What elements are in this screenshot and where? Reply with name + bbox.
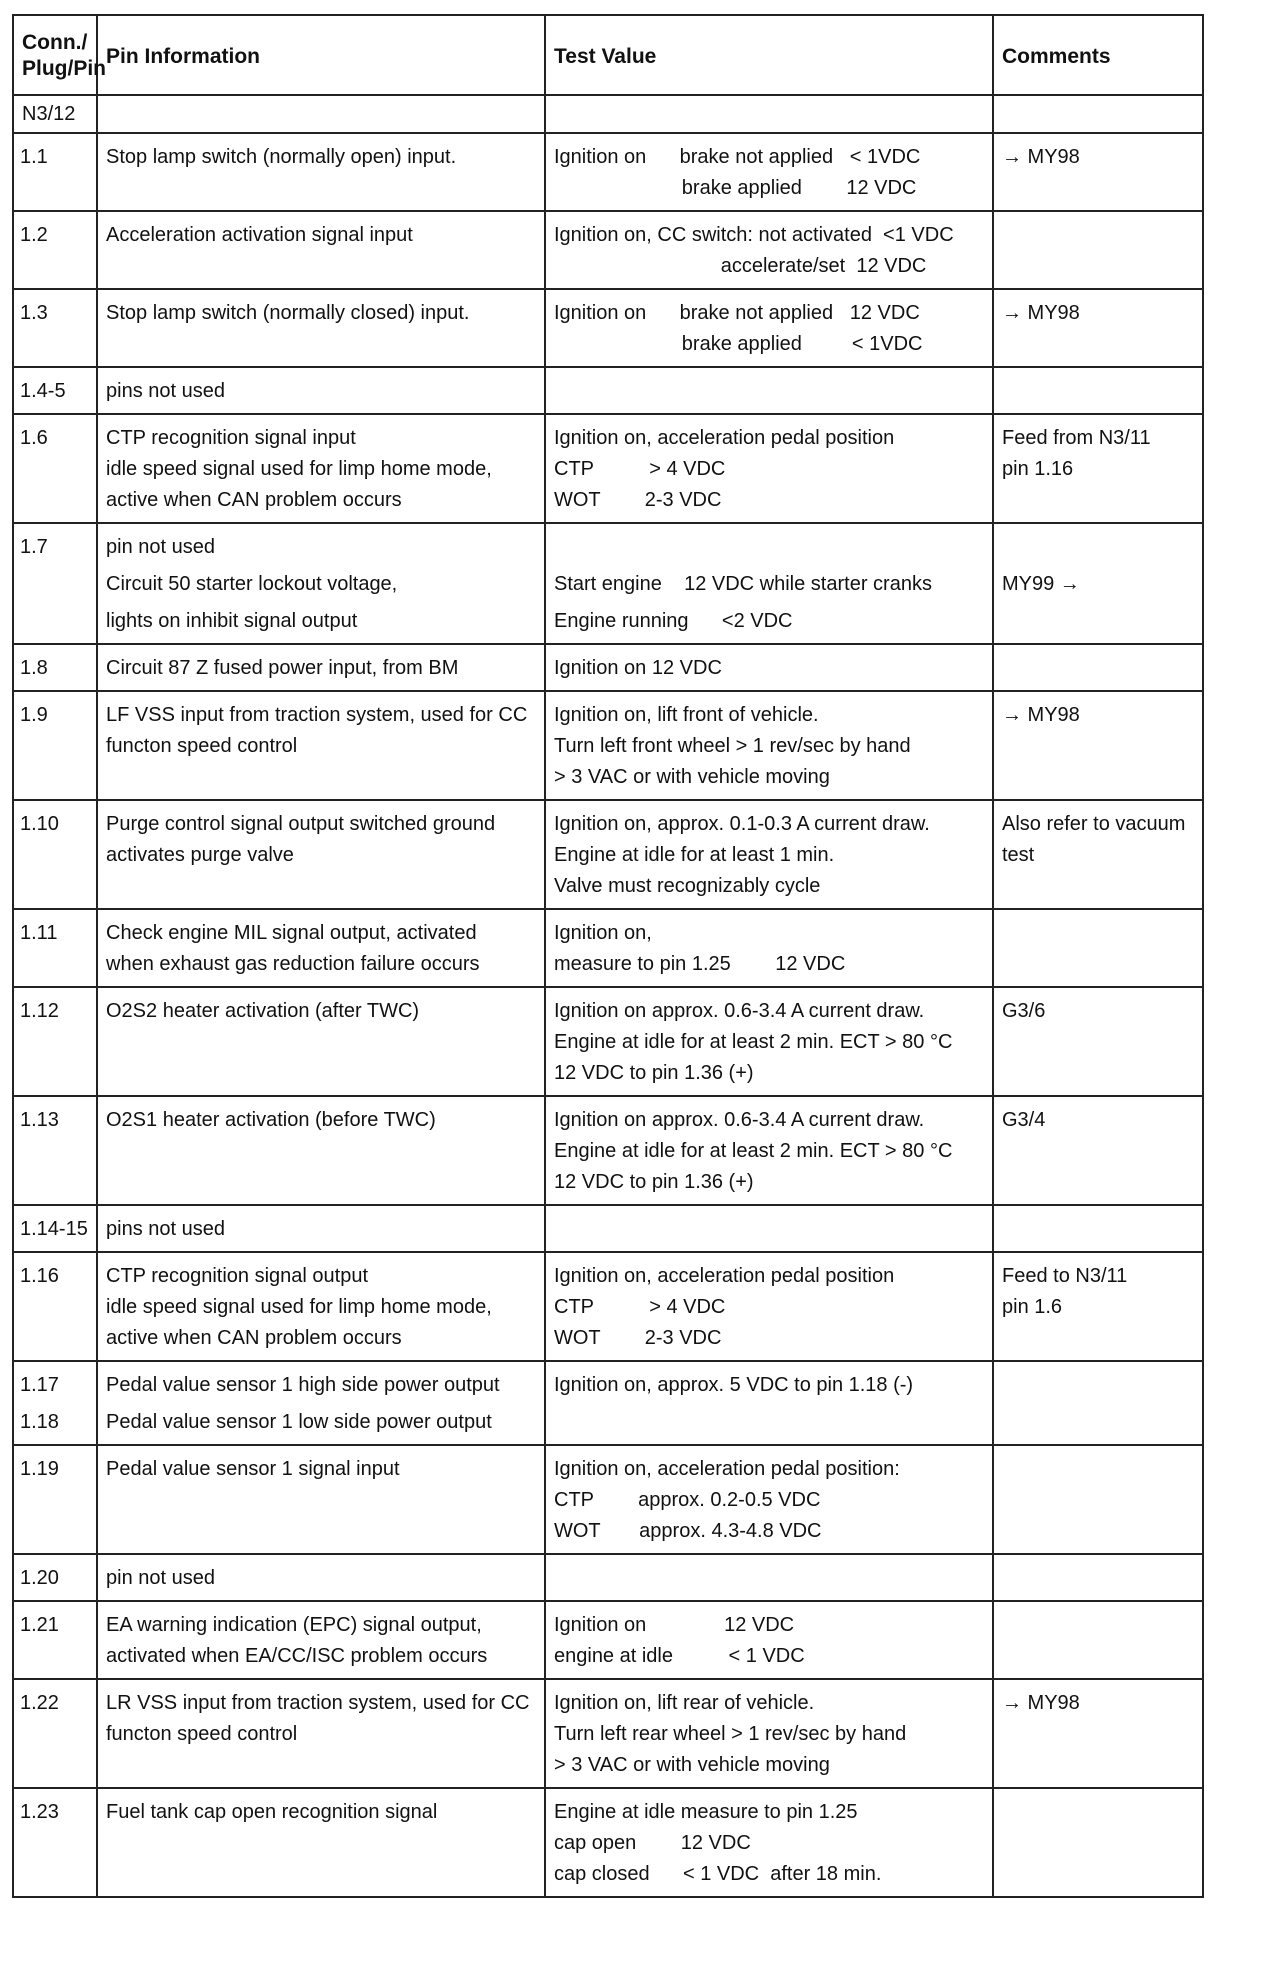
pin-number	[13, 1601, 97, 1679]
comment-line: pin 1.6	[1002, 1296, 1063, 1318]
pin-information	[97, 691, 545, 800]
test-value	[545, 367, 993, 414]
pin-number	[13, 1554, 97, 1601]
info-line: O2S2 heater activation (after TWC)	[106, 1000, 420, 1022]
table-row	[13, 644, 1203, 691]
info-line: Pedal value sensor 1 low side power output	[106, 1411, 492, 1433]
pin-number	[13, 289, 97, 367]
test-value	[545, 1445, 993, 1554]
test-value	[545, 1205, 993, 1252]
table-row	[13, 289, 1203, 367]
pin-information	[97, 211, 545, 289]
pin-information	[97, 644, 545, 691]
test-value	[545, 1252, 993, 1361]
comments	[993, 1361, 1203, 1445]
info-line: active when CAN problem occurs	[106, 1327, 402, 1349]
test-line: Ignition on, acceleration pedal position	[554, 427, 895, 449]
pin-information	[97, 987, 545, 1096]
pin-label: 1.22	[20, 1692, 59, 1714]
table-row	[13, 1554, 1203, 1601]
test-line: WOT approx. 4.3-4.8 VDC	[554, 1520, 822, 1542]
table-row	[13, 800, 1203, 909]
header-row	[13, 15, 1203, 95]
comment-line: Feed from N3/11	[1002, 427, 1151, 449]
pin-label: 1.1	[20, 146, 48, 168]
comments	[993, 289, 1203, 367]
test-line: Ignition on, lift rear of vehicle.	[554, 1692, 815, 1714]
table-row	[13, 414, 1203, 523]
test-line: Ignition on,	[554, 922, 652, 944]
info-line: idle speed signal used for limp home mode,	[106, 458, 492, 480]
table-row	[13, 1361, 1203, 1445]
table-row	[13, 1252, 1203, 1361]
pin-information	[97, 1601, 545, 1679]
header-conn: Conn./ Plug/Pin	[13, 15, 97, 95]
pin-number	[13, 211, 97, 289]
pin-label: 1.18	[20, 1411, 59, 1433]
test-line: Engine at idle measure to pin 1.25	[554, 1801, 858, 1823]
pin-information	[97, 1361, 545, 1445]
pin-information	[97, 800, 545, 909]
header-test-value: Test Value	[545, 15, 993, 95]
pin-information	[97, 1554, 545, 1601]
info-line: Purge control signal output switched ground	[106, 813, 496, 835]
test-line: 12 VDC to pin 1.36 (+)	[554, 1062, 754, 1084]
comments	[993, 1679, 1203, 1788]
comments	[993, 523, 1203, 644]
comment-line: MY99 →	[1002, 573, 1080, 595]
test-line: Turn left rear wheel > 1 rev/sec by hand	[554, 1723, 907, 1745]
pin-number	[13, 1205, 97, 1252]
info-line: pins not used	[106, 380, 225, 402]
comment-line: → MY98	[1002, 1692, 1080, 1714]
test-value	[545, 1679, 993, 1788]
test-line: WOT 2-3 VDC	[554, 489, 722, 511]
table-row	[13, 987, 1203, 1096]
comments	[993, 800, 1203, 909]
pin-label: 1.4-5	[20, 380, 66, 402]
comments	[993, 1205, 1203, 1252]
pin-label: 1.3	[20, 302, 48, 324]
info-line: CTP recognition signal output	[106, 1265, 369, 1287]
pin-label: 1.14-15	[20, 1218, 88, 1240]
test-line: Ignition on 12 VDC	[554, 657, 722, 679]
test-value	[545, 133, 993, 211]
pin-information	[97, 909, 545, 987]
pin-number	[13, 133, 97, 211]
pin-table	[12, 14, 1204, 1898]
test-value	[545, 800, 993, 909]
comment-line: → MY98	[1002, 302, 1080, 324]
test-line: brake applied 12 VDC	[554, 177, 917, 199]
test-value	[545, 691, 993, 800]
test-value	[545, 909, 993, 987]
pin-number	[13, 414, 97, 523]
table-row	[13, 1679, 1203, 1788]
header-pin-information: Pin Information	[97, 15, 545, 95]
info-line: Fuel tank cap open recognition signal	[106, 1801, 438, 1823]
info-line: Pedal value sensor 1 high side power output	[106, 1374, 500, 1396]
table-row	[13, 1445, 1203, 1554]
info-line: Acceleration activation signal input	[106, 224, 413, 246]
comment-line: Also refer to vacuum	[1002, 813, 1186, 835]
pin-number	[13, 909, 97, 987]
pin-label: 1.23	[20, 1801, 59, 1823]
test-line: Valve must recognizably cycle	[554, 875, 821, 897]
info-line: pin not used	[106, 1567, 215, 1589]
test-line: measure to pin 1.25 12 VDC	[554, 953, 846, 975]
comments	[993, 1788, 1203, 1897]
comments	[993, 691, 1203, 800]
comment-line: → MY98	[1002, 704, 1080, 726]
test-line: > 3 VAC or with vehicle moving	[554, 766, 830, 788]
info-line: idle speed signal used for limp home mode,	[106, 1296, 492, 1318]
table-row	[13, 691, 1203, 800]
pin-label: 1.9	[20, 704, 48, 726]
comment-line: G3/4	[1002, 1109, 1046, 1131]
info-line: Circuit 87 Z fused power input, from BM	[106, 657, 459, 679]
table-row	[13, 523, 1203, 644]
test-value	[545, 1361, 993, 1445]
pin-information	[97, 1445, 545, 1554]
test-line: Engine at idle for at least 2 min. ECT > 80 °C	[554, 1031, 953, 1053]
test-line: Engine running <2 VDC	[554, 610, 793, 632]
comment-line: Feed to N3/11	[1002, 1265, 1128, 1287]
info-line: Pedal value sensor 1 signal input	[106, 1458, 400, 1480]
comment-line: test	[1002, 844, 1035, 866]
test-line: CTP > 4 VDC	[554, 1296, 726, 1318]
table-body	[13, 95, 1203, 1897]
section-row	[13, 95, 1203, 133]
comments	[993, 1554, 1203, 1601]
pin-number	[13, 1252, 97, 1361]
comments	[993, 133, 1203, 211]
pin-number	[13, 367, 97, 414]
comments	[993, 211, 1203, 289]
comments	[993, 1601, 1203, 1679]
pin-number	[13, 1788, 97, 1897]
pin-number	[13, 800, 97, 909]
pin-information	[97, 1096, 545, 1205]
test-value	[545, 414, 993, 523]
info-line: Check engine MIL signal output, activated	[106, 922, 477, 944]
info-line: when exhaust gas reduction failure occurs	[106, 953, 480, 975]
info-line: CTP recognition signal input	[106, 427, 356, 449]
pin-label: 1.8	[20, 657, 48, 679]
info-line: Circuit 50 starter lockout voltage,	[106, 573, 398, 595]
comments	[993, 1445, 1203, 1554]
pin-information	[97, 1679, 545, 1788]
table-row	[13, 909, 1203, 987]
comment-line	[1002, 532, 1194, 563]
pin-label: 1.10	[20, 813, 59, 835]
table-row	[13, 1205, 1203, 1252]
pin-number	[13, 1361, 97, 1445]
test-line: > 3 VAC or with vehicle moving	[554, 1754, 830, 1776]
table-row	[13, 133, 1203, 211]
info-line: O2S1 heater activation (before TWC)	[106, 1109, 436, 1131]
info-line: functon speed control	[106, 735, 298, 757]
comment-line: → MY98	[1002, 146, 1080, 168]
pin-number	[13, 1445, 97, 1554]
comments	[993, 414, 1203, 523]
pin-label: 1.20	[20, 1567, 59, 1589]
test-line: CTP approx. 0.2-0.5 VDC	[554, 1489, 821, 1511]
comments	[993, 909, 1203, 987]
info-line: LF VSS input from traction system, used for CC	[106, 704, 528, 726]
info-line: Stop lamp switch (normally open) input.	[106, 146, 457, 168]
pin-label: 1.21	[20, 1614, 59, 1636]
pin-label: 1.13	[20, 1109, 59, 1131]
test-line: Ignition on brake not applied < 1VDC	[554, 146, 921, 168]
pin-information	[97, 289, 545, 367]
test-line: accelerate/set 12 VDC	[554, 255, 927, 277]
pin-label: 1.17	[20, 1374, 59, 1396]
test-line: Ignition on, approx. 0.1-0.3 A current draw.	[554, 813, 930, 835]
table-row	[13, 1096, 1203, 1205]
pin-number	[13, 644, 97, 691]
pin-number	[13, 523, 97, 644]
pin-information	[97, 1788, 545, 1897]
test-line: CTP > 4 VDC	[554, 458, 726, 480]
test-line: Ignition on approx. 0.6-3.4 A current draw.	[554, 1109, 925, 1131]
test-line: Ignition on brake not applied 12 VDC	[554, 302, 920, 324]
test-line: Turn left front wheel > 1 rev/sec by hand	[554, 735, 911, 757]
test-value	[545, 211, 993, 289]
comments	[993, 1096, 1203, 1205]
info-line: EA warning indication (EPC) signal output,	[106, 1614, 482, 1636]
section-label: N3/12	[13, 95, 97, 133]
table-row	[13, 1788, 1203, 1897]
test-line: cap closed < 1 VDC after 18 min.	[554, 1863, 882, 1885]
pin-information	[97, 414, 545, 523]
info-line: pins not used	[106, 1218, 225, 1240]
pin-information	[97, 1205, 545, 1252]
test-line: Ignition on, CC switch: not activated <1 VDC	[554, 224, 954, 246]
document-page	[12, 14, 1202, 1898]
pin-label: 1.11	[20, 922, 58, 944]
comment-line: pin 1.16	[1002, 458, 1074, 480]
test-line: cap open 12 VDC	[554, 1832, 751, 1854]
test-value	[545, 987, 993, 1096]
pin-label: 1.19	[20, 1458, 59, 1480]
test-line	[554, 532, 984, 563]
comments	[993, 1252, 1203, 1361]
info-line: LR VSS input from traction system, used for CC	[106, 1692, 530, 1714]
pin-number	[13, 1096, 97, 1205]
test-line: Ignition on, acceleration pedal position:	[554, 1458, 900, 1480]
info-line: Stop lamp switch (normally closed) input.	[106, 302, 470, 324]
info-line: pin not used	[106, 536, 215, 558]
test-line: Engine at idle for at least 1 min.	[554, 844, 835, 866]
test-line: Ignition on, lift front of vehicle.	[554, 704, 819, 726]
pin-label: 1.7	[20, 536, 48, 558]
test-line: Engine at idle for at least 2 min. ECT > 80 °C	[554, 1140, 953, 1162]
info-line: lights on inhibit signal output	[106, 610, 358, 632]
test-line: Ignition on, acceleration pedal position	[554, 1265, 895, 1287]
pin-information	[97, 1252, 545, 1361]
test-value	[545, 523, 993, 644]
pin-information	[97, 133, 545, 211]
pin-number	[13, 691, 97, 800]
test-value	[545, 644, 993, 691]
test-line: Ignition on approx. 0.6-3.4 A current draw.	[554, 1000, 925, 1022]
table-row	[13, 1601, 1203, 1679]
pin-number	[13, 1679, 97, 1788]
test-line: WOT 2-3 VDC	[554, 1327, 722, 1349]
test-value	[545, 289, 993, 367]
test-value	[545, 1554, 993, 1601]
test-value	[545, 1096, 993, 1205]
header-comments: Comments	[993, 15, 1203, 95]
info-line: activated when EA/CC/ISC problem occurs	[106, 1645, 488, 1667]
test-line: Start engine 12 VDC while starter cranks	[554, 573, 932, 595]
test-line: Ignition on, approx. 5 VDC to pin 1.18 (-)	[554, 1374, 914, 1396]
pin-information	[97, 367, 545, 414]
test-value	[545, 1601, 993, 1679]
comments	[993, 987, 1203, 1096]
test-line: 12 VDC to pin 1.36 (+)	[554, 1171, 754, 1193]
pin-number	[13, 987, 97, 1096]
pin-label: 1.2	[20, 224, 48, 246]
pin-information	[97, 523, 545, 644]
test-line: Ignition on 12 VDC	[554, 1614, 795, 1636]
test-line: brake applied < 1VDC	[554, 333, 923, 355]
comments	[993, 367, 1203, 414]
table-row	[13, 367, 1203, 414]
comments	[993, 644, 1203, 691]
pin-label: 1.12	[20, 1000, 59, 1022]
comment-line: G3/6	[1002, 1000, 1046, 1022]
test-line: engine at idle < 1 VDC	[554, 1645, 805, 1667]
info-line: active when CAN problem occurs	[106, 489, 402, 511]
info-line: activates purge valve	[106, 844, 294, 866]
test-value	[545, 1788, 993, 1897]
pin-label: 1.6	[20, 427, 48, 449]
info-line: functon speed control	[106, 1723, 298, 1745]
pin-label: 1.16	[20, 1265, 59, 1287]
table-row	[13, 211, 1203, 289]
